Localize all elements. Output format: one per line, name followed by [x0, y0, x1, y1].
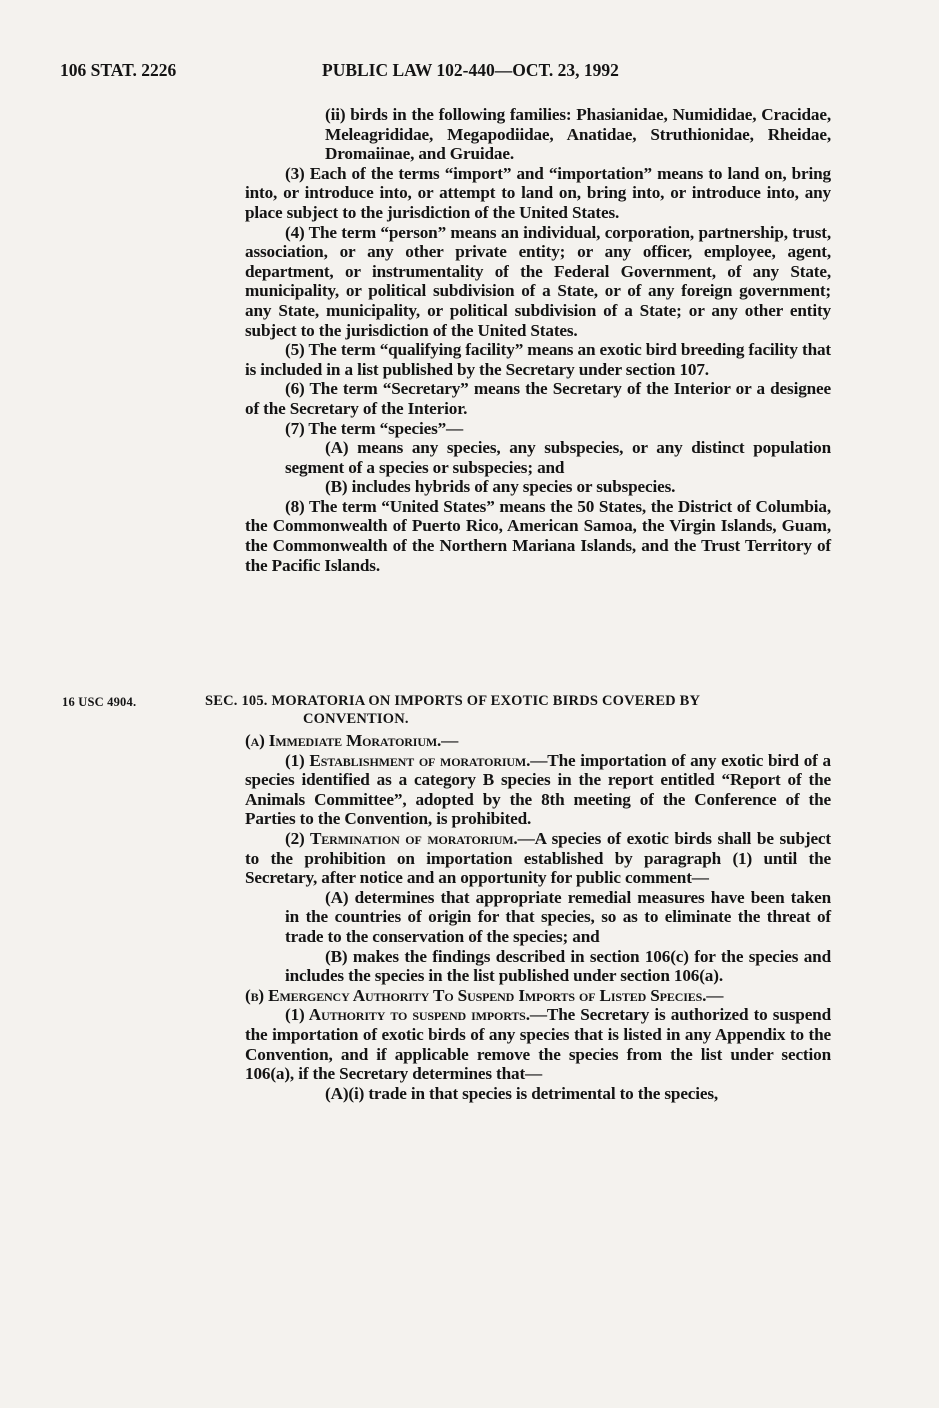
subparagraph-a2A: (A) determines that appropriate remedial measures have been taken in the countries of origin for that species, so as to eliminate the threat of trade to the conservation of the species; and — [285, 887, 831, 946]
paragraph-a1-heading: (1) Establishment of moratorium. — [285, 750, 531, 770]
section-heading-line2: CONVENTION. — [303, 711, 409, 727]
subsection-a-label: (a) Immediate Moratorium.— — [245, 731, 459, 750]
definition-6: (6) The term “Secretary” means the Secretary of the Interior or a designee of the Secretary of the Interior. — [245, 379, 831, 418]
definition-4: (4) The term “person” means an individual, corporation, partnership, trust, association, or any other private entity; or any officer, employee, agent, department, or instrumentality of the Federal Government, of any State, municipality, or political subdivision of a State, or of any foreign government; any State, municipality, or political subdivision of a State; or any other entity subject to the jurisdiction of the United States. — [245, 222, 831, 340]
paragraph-a2 — [205, 829, 831, 888]
definitions-block — [245, 105, 831, 575]
paragraph-a1-text: —The importation of any exotic bird of a species identified as a category B species in the report entitled “Report of the Animals Committee”, adopted by the 8th meeting of the Conference of the Parties to the Convention, is prohibited. — [245, 750, 832, 829]
page-header — [60, 60, 840, 86]
definition-3: (3) Each of the terms “import” and “importation” means to land on, bring into, or introduce into, or attempt to land on, bring into, or introduce into, any place subject to the jurisdiction of the United States. — [245, 163, 831, 222]
page-title: PUBLIC LAW 102-440—OCT. 23, 1992 — [322, 60, 619, 80]
subsection-b-heading — [205, 986, 831, 1006]
subparagraph-a2B: (B) makes the findings described in section 106(c) for the species and includes the species in the list published under section 106(a). — [285, 946, 831, 986]
definition-7: (7) The term “species”— — [285, 418, 464, 438]
section-heading-line1: SEC. 105. MORATORIA ON IMPORTS OF EXOTIC BIRDS COVERED BY — [205, 693, 701, 709]
paragraph-a1 — [205, 751, 831, 829]
subsection-b-label: (b) Emergency Authority To Suspend Imports of Listed Species.— — [245, 985, 724, 1005]
paragraph-a2-text: —A species of exotic birds shall be subject to the prohibition on importation established by paragraph (1) until the Secretary, after notice and an opportunity for public comment— — [245, 828, 831, 888]
subparagraph-b1Ai: (A)(i) trade in that species is detrimental to the species, — [325, 1083, 719, 1103]
paragraph-a2-heading: (2) Termination of moratorium. — [285, 828, 518, 848]
definition-5: (5) The term “qualifying facility” means an exotic bird breeding facility that is included in a list published by the Secretary under section 107. — [245, 340, 831, 379]
definition-7b: (B) includes hybrids of any species or subspecies. — [325, 477, 676, 497]
paragraph-b1-text: —The Secretary is authorized to suspend the importation of exotic birds of any species that is listed in any Appendix to the Convention, and if applicable remove the species from the list under section 106(a), if the Secretary determines that— — [245, 1005, 831, 1084]
section-body — [205, 731, 831, 1103]
definition-7a: (A) means any species, any subspecies, or any distinct population segment of a species or subspecies; and — [285, 438, 831, 477]
paragraph-b1 — [205, 1005, 831, 1083]
usc-margin-note: 16 USC 4904. — [62, 695, 137, 709]
definition-ii: (ii) birds in the following families: Phasianidae, Numididae, Cracidae, Meleagrididae, Megapodiidae, Anatidae, Struthionidae, Rheidae, Dromaiinae, and Gruidae. — [325, 105, 831, 164]
definition-8: (8) The term “United States” means the 50 States, the District of Columbia, the Commonwealth of Puerto Rico, American Samoa, the Virgin Islands, Guam, the Commonwealth of the Northern Mariana Islands, and the Trust Territory of the Pacific Islands. — [245, 496, 831, 575]
paragraph-b1-heading: (1) Authority to suspend imports. — [285, 1005, 530, 1025]
subsection-a-heading — [205, 731, 831, 751]
page-reference: 106 STAT. 2226 — [60, 60, 177, 80]
section-heading — [205, 692, 831, 728]
